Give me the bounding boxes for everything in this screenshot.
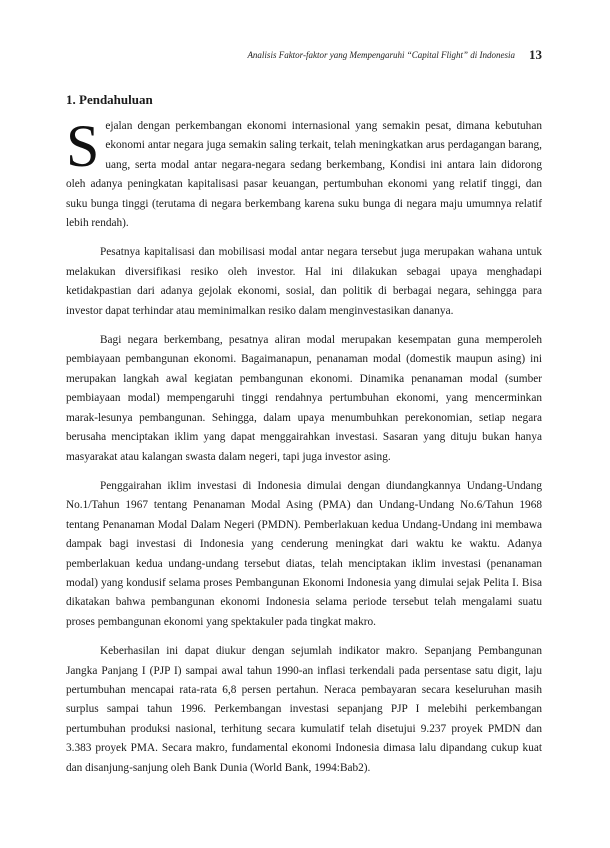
paragraph-5: Keberhasilan ini dapat diukur dengan sejumlah indikator makro. Sepanjang Pembangunan Jangka Panjang I (PJP I) sampai awal tahun 1990-an inflasi terkendali pada persentase satu digit, laju pertumbuhan mencapai rata-rata 6,8 persen pertahun. Neraca pembayaran secara keseluruhan masih surplus sampai tahun 1996. Perkembangan investasi sepanjang PJP I melebihi perkembangan pertumbuhan produksi nasional, terhitung secara kumulatif telah disetujui 9.237 proyek PMDN dan 3.383 proyek PMA. Secara makro, fundamental ekonomi Indonesia dimasa lalu dipandang cukup kuat dan disanjung-sanjung oleh Bank Dunia (World Bank, 1994:Bab2). <box>66 645 542 774</box>
paragraph-1 <box>66 113 542 233</box>
running-header <box>60 46 542 62</box>
paragraph-3: Bagi negara berkembang, pesatnya aliran modal merupakan kesempatan guna memperoleh pembiayaan pembangunan ekonomi. Bagaimanapun, penanaman modal (domestik maupun asing) ini merupakan langkah awal kegiatan pembangunan ekonomi. Dinamika penanaman modal (sumber pembiayaan modal) mempengaruhi tinggi rendahnya pertumbuhan ekonomi, yang mencerminkan marak-lesunya pembangunan. Sehingga, dalam upaya menumbuhkan perekonomian, setiap negara berusaha menciptakan iklim yang dapat menggairahkan investasi. Sasaran yang dituju bukan hanya masyarakat atau kalangan swasta dalam negeri, tapi juga investor asing. <box>66 334 542 463</box>
paragraph-2: Pesatnya kapitalisasi dan mobilisasi modal antar negara tersebut juga merupakan wahana untuk melakukan diversifikasi resiko oleh investor. Hal ini dilakukan sebagai upaya menghadapi ketidakpastian dari adanya gejolak ekonomi, sosial, dan politik di berbagai negara, sehingga para investor dapat terhindar atau meminimalkan resiko dalam menginvestasikan dananya. <box>66 246 542 317</box>
paragraph-4: Penggairahan iklim investasi di Indonesia dimulai dengan diundangkannya Undang-Undang No.1/Tahun 1967 tentang Penanaman Modal Asing (PMA) dan Undang-Undang No.6/Tahun 1968 tentang Penanaman Modal Dalam Negeri (PMDN). Pemberlakuan kedua Undang-Undang ini membawa dampak bagi investasi di Indonesia yang cenderung meningkat dari waktu ke waktu. Adanya pemberlakuan kedua undang-undang tersebut diatas, telah menciptakan iklim investasi (penanaman modal) yang kondusif selama proses Pembangunan Ekonomi Indonesia yang dimulai sejak Pelita I. Bisa dikatakan bahwa pembangunan ekonomi Indonesia selama periode tersebut telah mengalami suatu proses pembangunan ekonomi yang spektakuler pada tingkat makro. <box>66 479 542 628</box>
drop-cap: S <box>66 113 100 179</box>
page-number: 13 <box>529 47 542 62</box>
body-text <box>66 113 542 788</box>
paragraph-1-text: ejalan dengan perkembangan ekonomi internasional yang semakin pesat, dimana kebutuhan ekonomi antar negara juga semakin saling terkait, telah meningkatkan arus perdagangan barang, uang, serta modal antar negara-negara sedang berkembang, Kondisi ini antara lain didorong oleh adanya peningkatan kapitalisasi pasar keuangan, pertumbuhan ekonomi yang relatif tinggi, dan suku bunga tinggi (terutama di negara berkembang karena suku bunga di negara maju umumnya relatif lebih rendah). <box>66 120 542 230</box>
running-title: Analisis Faktor-faktor yang Mempengaruhi “Capital Flight” di Indonesia <box>247 50 515 60</box>
section-heading: 1. Pendahuluan <box>66 92 153 107</box>
